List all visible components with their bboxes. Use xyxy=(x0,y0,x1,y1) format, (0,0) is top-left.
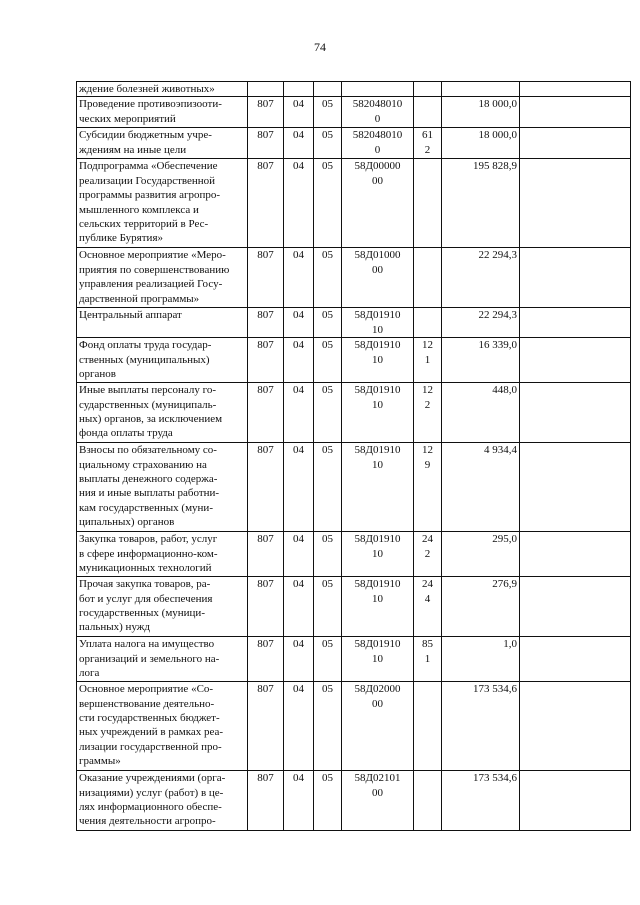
row-target-article xyxy=(342,82,414,97)
row-amount xyxy=(442,82,520,97)
row-amount: 295,0 xyxy=(442,532,520,577)
table-row xyxy=(77,443,631,532)
row-section: 04 xyxy=(284,248,314,308)
row-expense-type xyxy=(414,308,442,338)
row-expense-type: 12 1 xyxy=(414,338,442,383)
row-section: 04 xyxy=(284,338,314,383)
table-row xyxy=(77,771,631,831)
row-expense-type: 24 2 xyxy=(414,532,442,577)
row-empty-cell xyxy=(520,248,631,308)
row-expense-type: 12 9 xyxy=(414,443,442,532)
row-subsection: 05 xyxy=(314,682,342,771)
row-subsection: 05 xyxy=(314,771,342,831)
row-grbs xyxy=(248,82,284,97)
row-target-article: 58Д01910 10 xyxy=(342,577,414,637)
row-name: Центральный аппарат xyxy=(77,308,248,338)
row-subsection: 05 xyxy=(314,308,342,338)
row-subsection: 05 xyxy=(314,338,342,383)
row-grbs: 807 xyxy=(248,308,284,338)
row-amount: 173 534,6 xyxy=(442,771,520,831)
row-expense-type xyxy=(414,771,442,831)
table-row xyxy=(77,82,631,97)
row-section: 04 xyxy=(284,771,314,831)
row-amount: 1,0 xyxy=(442,637,520,682)
row-grbs: 807 xyxy=(248,159,284,248)
row-target-article: 58Д01910 10 xyxy=(342,308,414,338)
table-row xyxy=(77,637,631,682)
table-row xyxy=(77,338,631,383)
row-name: Иные выплаты персоналу го- сударственных (муниципаль- ных) органов, за исключением фонда оплаты труда xyxy=(77,383,248,443)
row-amount: 16 339,0 xyxy=(442,338,520,383)
row-subsection: 05 xyxy=(314,577,342,637)
row-subsection: 05 xyxy=(314,383,342,443)
row-section: 04 xyxy=(284,443,314,532)
row-empty-cell xyxy=(520,682,631,771)
row-expense-type: 24 4 xyxy=(414,577,442,637)
row-subsection: 05 xyxy=(314,637,342,682)
row-subsection: 05 xyxy=(314,443,342,532)
row-section: 04 xyxy=(284,383,314,443)
row-name: Прочая закупка товаров, ра- бот и услуг для обеспечения государственных (муници- пальных) нужд xyxy=(77,577,248,637)
row-empty-cell xyxy=(520,82,631,97)
row-target-article: 58Д01910 10 xyxy=(342,532,414,577)
table-row xyxy=(77,128,631,159)
row-target-article: 582048010 0 xyxy=(342,128,414,159)
row-amount: 18 000,0 xyxy=(442,97,520,128)
row-name: Фонд оплаты труда государ- ственных (муниципальных) органов xyxy=(77,338,248,383)
row-target-article: 58Д00000 00 xyxy=(342,159,414,248)
row-empty-cell xyxy=(520,338,631,383)
row-section: 04 xyxy=(284,682,314,771)
row-amount: 276,9 xyxy=(442,577,520,637)
row-empty-cell xyxy=(520,577,631,637)
row-section: 04 xyxy=(284,637,314,682)
row-grbs: 807 xyxy=(248,128,284,159)
row-target-article: 58Д02101 00 xyxy=(342,771,414,831)
row-amount: 18 000,0 xyxy=(442,128,520,159)
row-target-article: 58Д01000 00 xyxy=(342,248,414,308)
row-name: Уплата налога на имущество организаций и земельного на- лога xyxy=(77,637,248,682)
row-empty-cell xyxy=(520,308,631,338)
row-target-article: 58Д01910 10 xyxy=(342,637,414,682)
row-name: ждение болезней животных» xyxy=(77,82,248,97)
row-subsection: 05 xyxy=(314,248,342,308)
row-grbs: 807 xyxy=(248,682,284,771)
row-grbs: 807 xyxy=(248,771,284,831)
row-amount: 4 934,4 xyxy=(442,443,520,532)
row-grbs: 807 xyxy=(248,532,284,577)
row-empty-cell xyxy=(520,771,631,831)
row-target-article: 58Д01910 10 xyxy=(342,383,414,443)
table-row xyxy=(77,577,631,637)
page-number: 74 xyxy=(314,40,326,54)
row-grbs: 807 xyxy=(248,383,284,443)
row-subsection: 05 xyxy=(314,159,342,248)
row-name: Подпрограмма «Обеспечение реализации Государственной программы развития агропро- мышленного комплекса и сельских территорий в Рес- публике Бурятия» xyxy=(77,159,248,248)
row-grbs: 807 xyxy=(248,248,284,308)
row-section xyxy=(284,82,314,97)
table-row xyxy=(77,248,631,308)
row-empty-cell xyxy=(520,383,631,443)
row-amount: 173 534,6 xyxy=(442,682,520,771)
row-section: 04 xyxy=(284,128,314,159)
row-amount: 22 294,3 xyxy=(442,248,520,308)
table-row xyxy=(77,308,631,338)
row-empty-cell xyxy=(520,637,631,682)
row-section: 04 xyxy=(284,532,314,577)
row-expense-type xyxy=(414,248,442,308)
row-expense-type: 85 1 xyxy=(414,637,442,682)
row-name: Основное мероприятие «Меро- приятия по совершенствованию управления реализацией Госу- дарственной программы» xyxy=(77,248,248,308)
row-subsection xyxy=(314,82,342,97)
row-empty-cell xyxy=(520,532,631,577)
row-section: 04 xyxy=(284,159,314,248)
row-empty-cell xyxy=(520,97,631,128)
row-amount: 195 828,9 xyxy=(442,159,520,248)
row-target-article: 582048010 0 xyxy=(342,97,414,128)
row-expense-type: 61 2 xyxy=(414,128,442,159)
table-row xyxy=(77,97,631,128)
row-name: Проведение противоэпизооти- ческих мероприятий xyxy=(77,97,248,128)
row-grbs: 807 xyxy=(248,97,284,128)
row-name: Субсидии бюджетным учре- ждениям на иные цели xyxy=(77,128,248,159)
row-subsection: 05 xyxy=(314,128,342,159)
row-grbs: 807 xyxy=(248,577,284,637)
row-amount: 448,0 xyxy=(442,383,520,443)
row-expense-type xyxy=(414,97,442,128)
row-name: Закупка товаров, работ, услуг в сфере информационно-ком- муникационных технологий xyxy=(77,532,248,577)
row-expense-type: 12 2 xyxy=(414,383,442,443)
row-target-article: 58Д01910 10 xyxy=(342,338,414,383)
table-row xyxy=(77,682,631,771)
row-section: 04 xyxy=(284,97,314,128)
row-empty-cell xyxy=(520,159,631,248)
row-name: Взносы по обязательному со- циальному страхованию на выплаты денежного содержа- ния и иные выплаты работни- кам государственных (муни- ципальных) органов xyxy=(77,443,248,532)
table-row xyxy=(77,159,631,248)
row-grbs: 807 xyxy=(248,443,284,532)
row-target-article: 58Д01910 10 xyxy=(342,443,414,532)
row-grbs: 807 xyxy=(248,637,284,682)
row-name: Оказание учреждениями (орга- низациями) услуг (работ) в це- лях информационного обеспе- чения деятельности агропро- xyxy=(77,771,248,831)
row-empty-cell xyxy=(520,128,631,159)
row-expense-type xyxy=(414,159,442,248)
table-row xyxy=(77,532,631,577)
row-expense-type xyxy=(414,82,442,97)
row-name: Основное мероприятие «Со- вершенствование деятельно- сти государственных бюджет- ных учреждений в рамках реа- лизации государственной про- граммы» xyxy=(77,682,248,771)
row-expense-type xyxy=(414,682,442,771)
table-row xyxy=(77,383,631,443)
row-subsection: 05 xyxy=(314,97,342,128)
row-section: 04 xyxy=(284,577,314,637)
row-amount: 22 294,3 xyxy=(442,308,520,338)
row-grbs: 807 xyxy=(248,338,284,383)
row-empty-cell xyxy=(520,443,631,532)
row-section: 04 xyxy=(284,308,314,338)
row-subsection: 05 xyxy=(314,532,342,577)
row-target-article: 58Д02000 00 xyxy=(342,682,414,771)
budget-table xyxy=(76,81,631,831)
